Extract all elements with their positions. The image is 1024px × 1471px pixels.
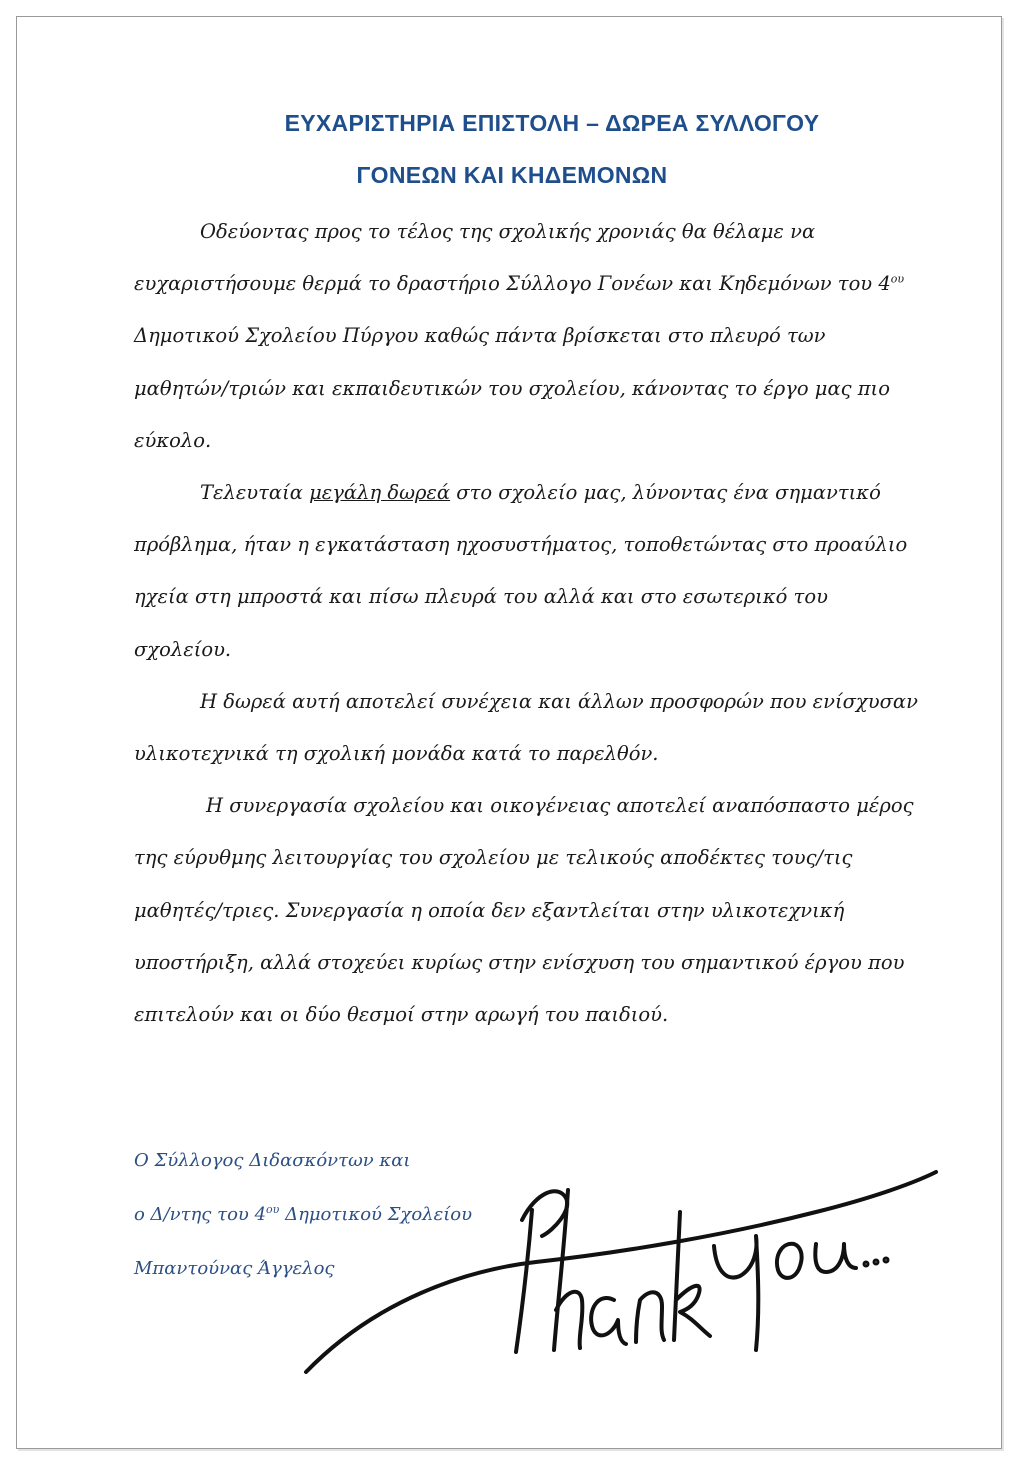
signature-line-3: Μπαντούνας Άγγελος xyxy=(134,1258,335,1279)
signature-ordinal-suffix: ου xyxy=(266,1203,280,1216)
ordinal-suffix: ου xyxy=(890,272,905,286)
thank-you-handwritten-graphic xyxy=(296,1150,956,1390)
letter-title-line-1: ΕΥΧΑΡΙΣΤΗΡΙΑ ΕΠΙΣΤΟΛΗ – ΔΩΡΕΑ ΣΥΛΛΟΓΟΥ xyxy=(284,110,820,136)
signature-line-2-text-b: Δημοτικού Σχολείου xyxy=(279,1204,473,1225)
paragraph-1-text-a: Οδεύοντας προς το τέλος της σχολικής χρονιάς θα θέλαμε να ευχαριστήσουμε θερμά το δραστήριο Σύλλογο Γονέων και Κηδεμόνων του 4 xyxy=(134,220,891,296)
paragraph-2-text-b: στο σχολείο μας, λύνοντας ένα σημαντικό πρόβλημα, ήταν η εγκατάσταση ηχοσυστήματος, τοποθετώντας στο προαύλιο ηχεία στη μπροστά και πίσω πλευρά του αλλά και στο εσωτερικό του σχολείου. xyxy=(134,481,908,661)
signature-line-2-text-a: ο Δ/ντης του 4 xyxy=(134,1204,267,1225)
signature-line-1: Ο Σύλλογος Διδασκόντων και xyxy=(134,1150,411,1171)
paragraph-2-text-a: Τελευταία xyxy=(200,481,310,505)
letter-title-line-2: ΓΟΝΕΩΝ ΚΑΙ ΚΗΔΕΜΟΝΩΝ xyxy=(356,162,668,188)
underlined-phrase: μεγάλη δωρεά xyxy=(309,481,451,505)
paragraph-1 xyxy=(134,206,924,467)
paragraph-3: Η δωρεά αυτή αποτελεί συνέχεια και άλλων προσφορών που ενίσχυσαν υλικοτεχνικά τη σχολική μονάδα κατά το παρελθόν. xyxy=(134,689,918,766)
paragraph-4: Η συνεργασία σχολείου και οικογένειας αποτελεί αναπόσπαστο μέρος της εύρυθμης λειτουργίας του σχολείου με τελικούς αποδέκτες τους/τις μαθητές/τριες. Συνεργασία η οποία δεν εξαντλείται στην υλικοτεχνική υποστήριξη, αλλά στοχεύει κυρίως στην ενίσχυση του σημαντικού έργου που επιτελούν και οι δύο θεσμοί στην αρωγή του παιδιού. xyxy=(134,794,914,1027)
paragraph-1-text-b: Δημοτικού Σχολείου Πύργου καθώς πάντα βρίσκεται στο πλευρό των μαθητών/τριών και εκπαιδευτικών του σχολείου, κάνοντας το έργο μας πιο εύκολο. xyxy=(134,324,890,452)
letter-body xyxy=(134,206,924,1041)
paragraph-2 xyxy=(134,467,924,676)
